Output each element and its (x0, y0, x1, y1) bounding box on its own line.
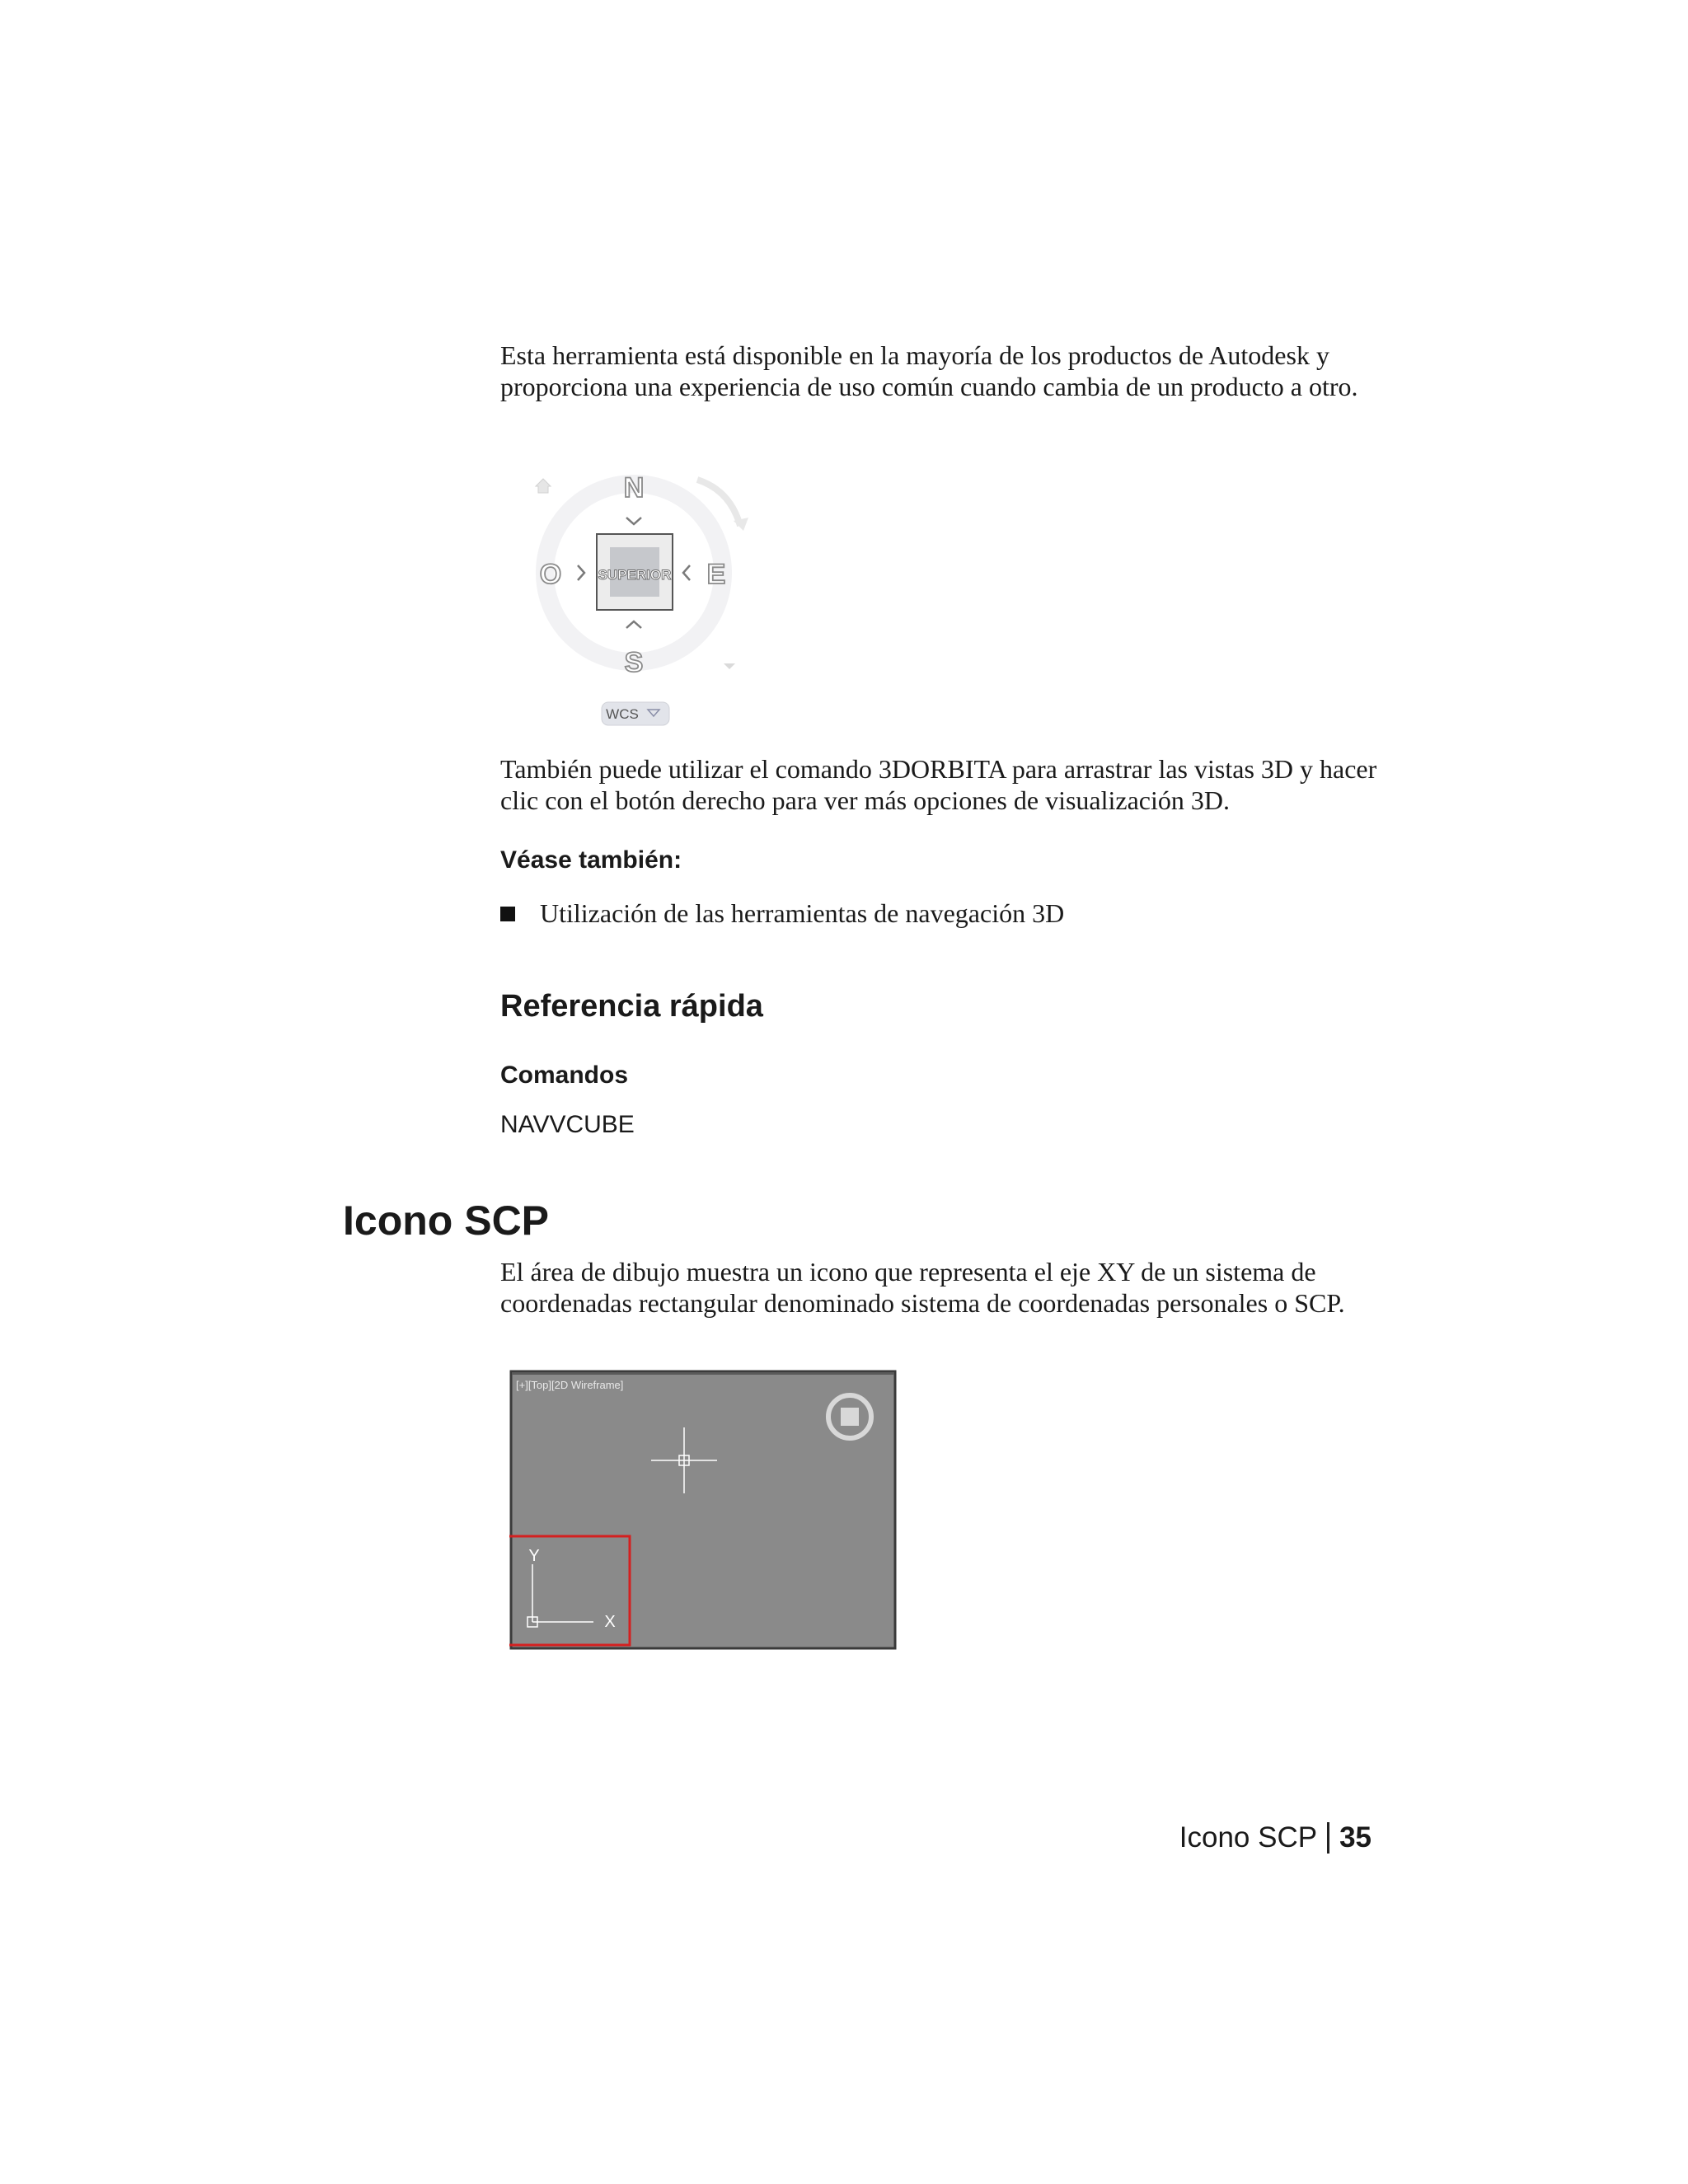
home-icon (536, 479, 551, 493)
footer-section: Icono SCP (1179, 1821, 1318, 1854)
wcs-label: WCS (606, 706, 639, 722)
page-footer (1179, 1821, 1372, 1854)
intro-paragraph: Esta herramienta está disponible en la mayoría de los productos de Autodesk y proporciona una experiencia de uso común cuando cambia de un producto a otro. (500, 340, 1358, 401)
see-also-label: Véase también: (500, 846, 682, 874)
section-heading: Icono SCP (343, 1197, 550, 1244)
command-name: NAVVCUBE (500, 1111, 635, 1138)
compass-east: E (706, 559, 726, 590)
viewport-background (511, 1371, 895, 1648)
compass-west: O (539, 559, 562, 590)
compass-south: S (624, 647, 644, 678)
axis-y-label: Y (528, 1547, 540, 1565)
axis-x-label: X (604, 1613, 616, 1631)
ucs-figure (509, 1370, 897, 1650)
bullet-square-icon (500, 907, 515, 921)
page-number: 35 (1339, 1821, 1372, 1854)
footer-divider (1327, 1822, 1329, 1854)
viewcube-figure (524, 462, 763, 738)
orbit-paragraph: También puede utilizar el comando 3DORBITA para arrastrar las vistas 3D y hacer clic con el botón derecho para ver más opciones de visualización 3D. (500, 754, 1377, 815)
wcs-button[interactable] (602, 702, 669, 725)
dropdown-arrow-icon (724, 663, 735, 669)
cube-face-label: SUPERIOR (598, 567, 672, 583)
commands-label: Comandos (500, 1062, 629, 1089)
viewport-label[interactable]: [+][Top][2D Wireframe] (516, 1379, 624, 1391)
see-also-link[interactable]: Utilización de las herramientas de navegación 3D (540, 898, 1065, 928)
compass-north: N (623, 472, 645, 504)
scp-paragraph: El área de dibujo muestra un icono que representa el eje XY de un sistema de coordenadas rectangular denominado sistema de coordenadas personales o SCP. (500, 1257, 1345, 1318)
quick-reference-heading: Referencia rápida (500, 989, 763, 1024)
see-also-item[interactable] (500, 898, 1064, 929)
